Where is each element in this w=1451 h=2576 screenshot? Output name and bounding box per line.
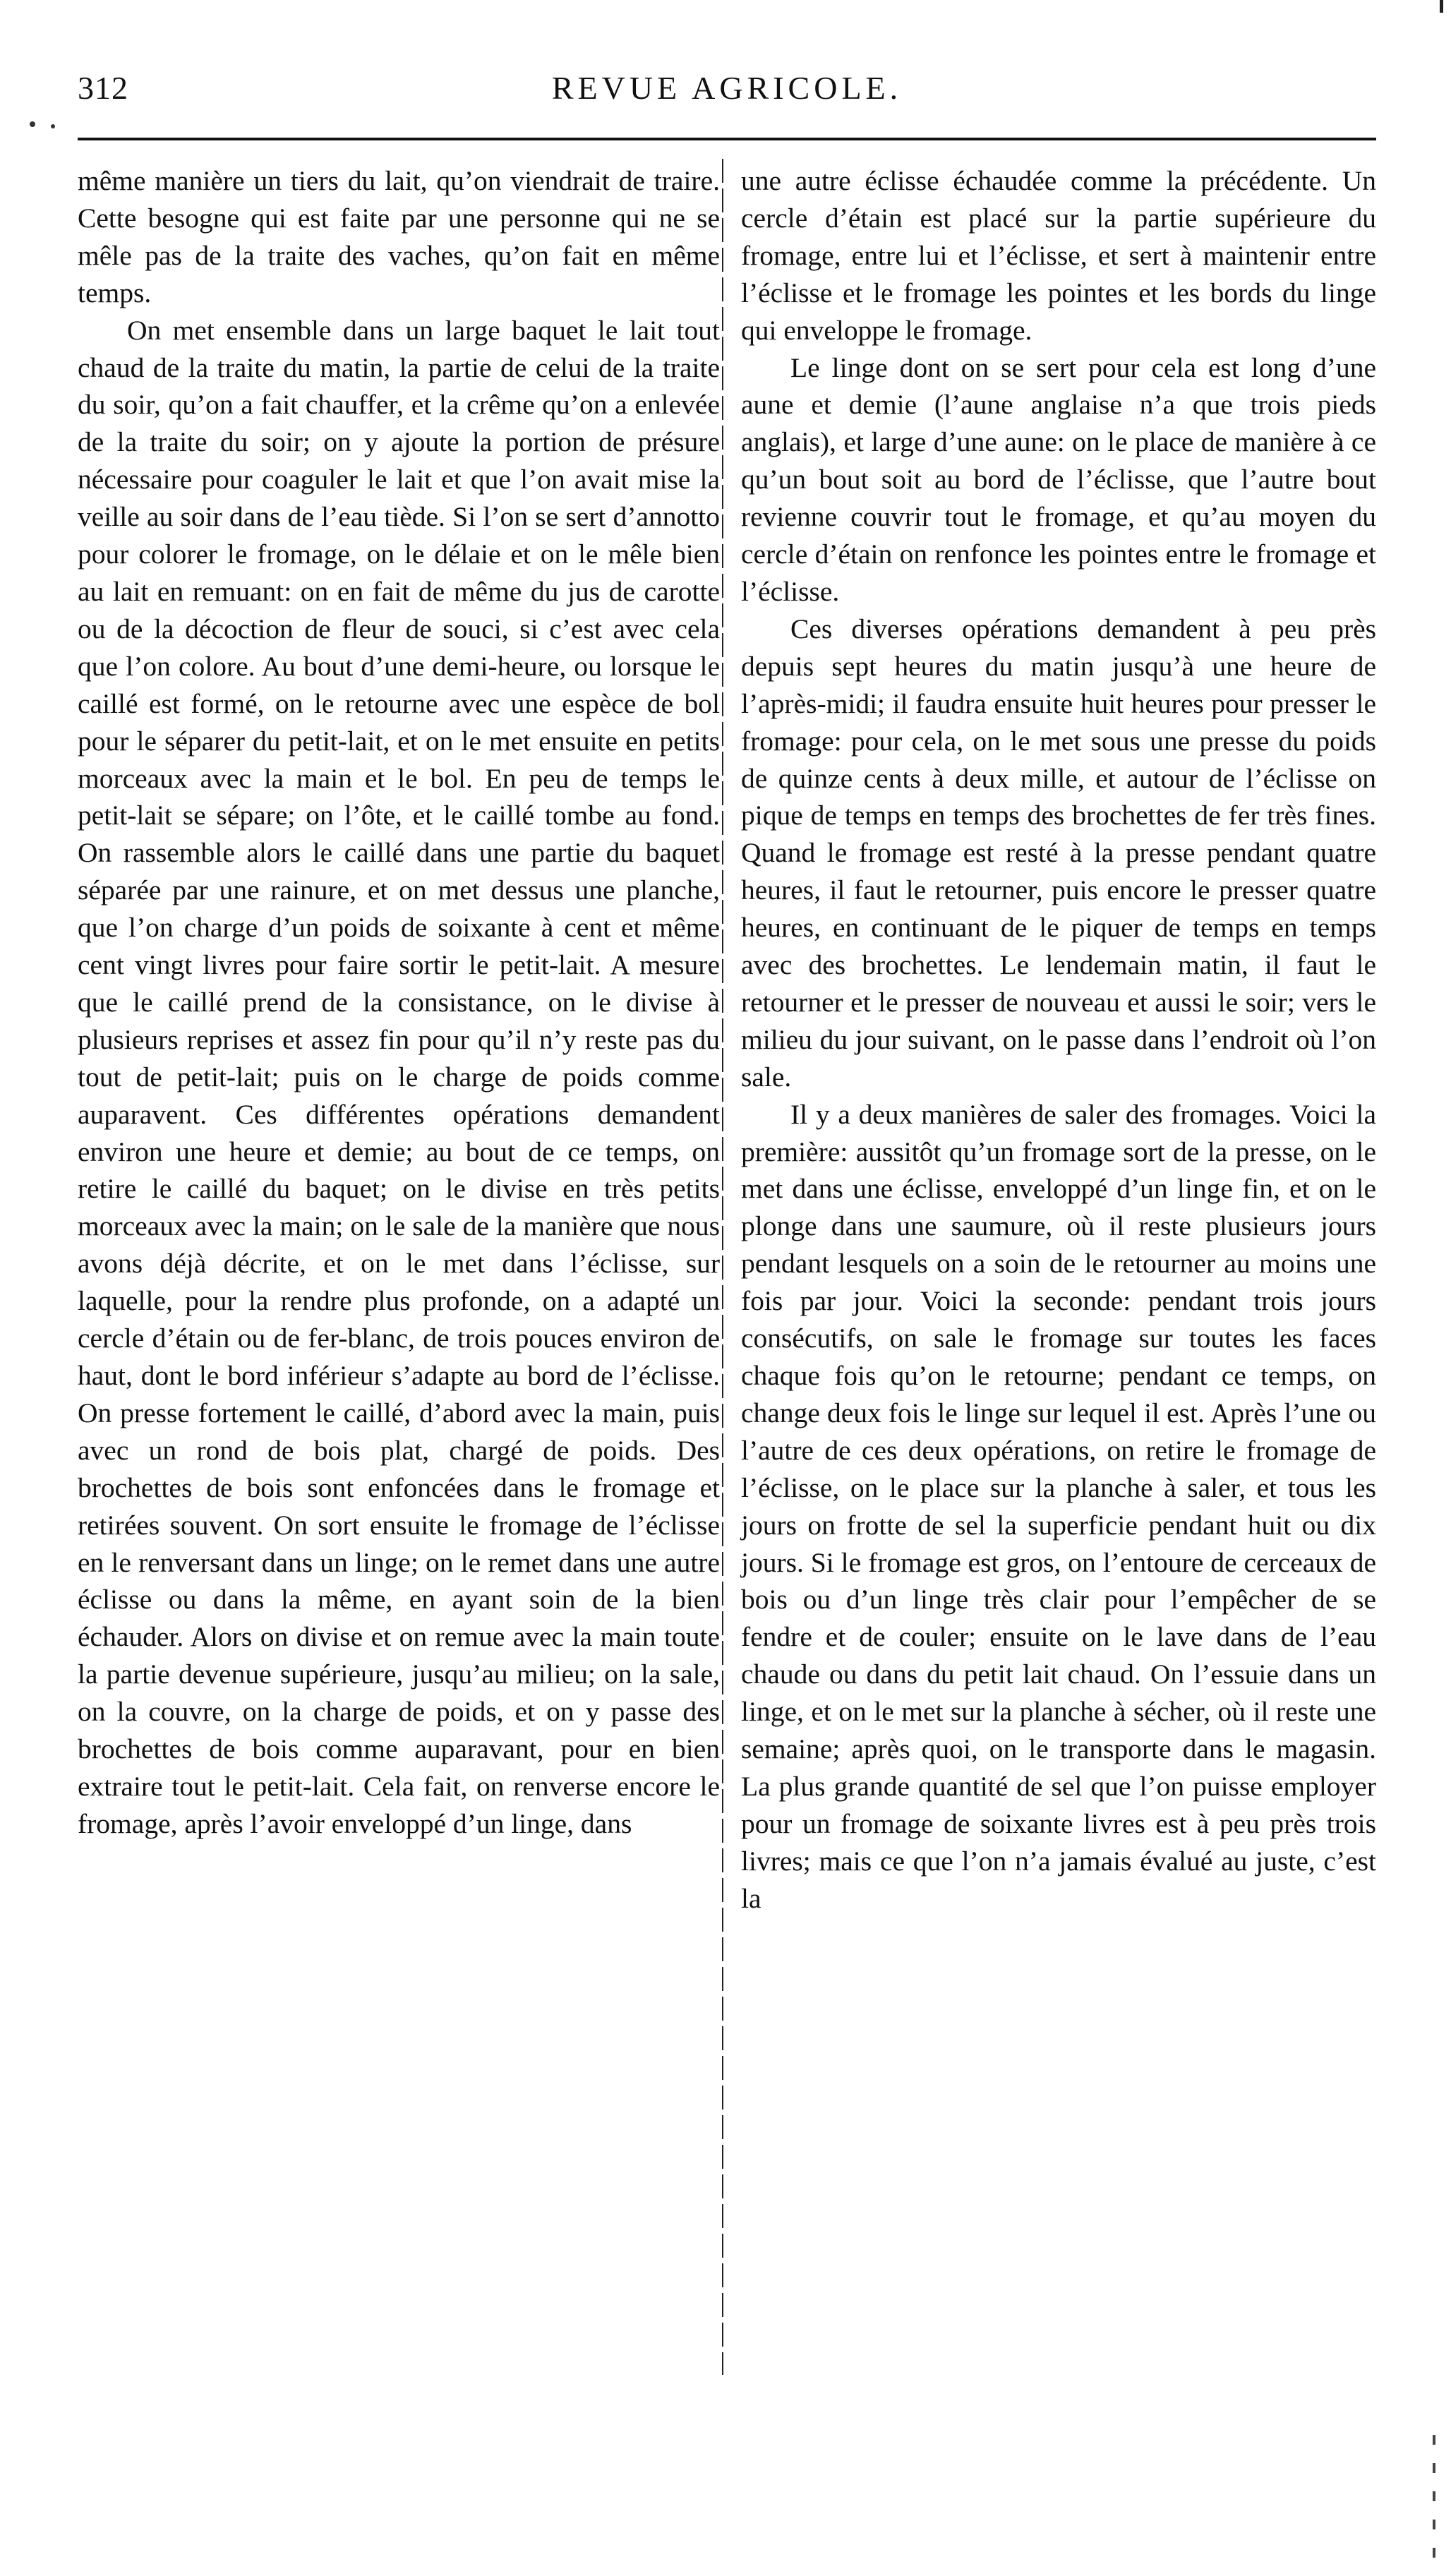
- paragraph: Il y a deux manières de saler des fromages. Voici la première: aussitôt qu’un fromage sort de la presse, on le met dans une éclisse, enveloppé d’un linge fin, et on le plonge dans une saumure, où il reste plusieurs jours pendant lesquels on a soin de le retourner au moins une fois par jour. Voici la seconde: pendant trois jours consécutifs, on sale le fromage sur toutes les faces chaque fois qu’on le retourne; pendant ce temps, on change deux fois le linge sur lequel il est. Après l’une ou l’autre de ces deux opérations, on retire le fromage de l’éclisse, on le place sur la planche à saler, et tous les jours on frotte de sel la superficie pendant huit ou dix jours. Si le fromage est gros, on l’entoure de cerceaux de bois ou d’un linge très clair pour l’empêcher de se fendre et de couler; ensuite on le lave dans de l’eau chaude ou dans du petit lait chaud. On l’essuie dans un linge, et on le met sur la planche à sécher, où il reste une semaine; après quoi, on le transporte dans le magasin. La plus grande quantité de sel que l’on puisse employer pour un fromage de soixante livres est à peu près trois livres; mais ce que l’on n’a jamais évalué au juste, c’est la: [741, 1098, 1376, 1914]
- column-divider: [722, 159, 723, 2375]
- paragraph: même manière un tiers du lait, qu’on viendrait de traire. Cette besogne qui est faite par une personne qui ne se mêle pas de la traite des vaches, qu’on fait en même temps.: [78, 165, 720, 308]
- edge-mark: [1433, 2491, 1435, 2501]
- header-rule: [78, 138, 1376, 140]
- page-number: 312: [78, 70, 128, 106]
- margin-speck: [51, 124, 55, 128]
- right-column: [741, 162, 1376, 1918]
- running-title: REVUE AGRICOLE.: [551, 70, 903, 106]
- paragraph: Ces diverses opérations demandent à peu près depuis sept heures du matin jusqu’à une heure de l’après-midi; il faudra ensuite huit heures pour presser le fromage: pour cela, on le met sous une presse du poids de quinze cents à deux mille, et autour de l’éclisse on pique de temps en temps des brochettes de fer très fines. Quand le fromage est resté à la presse pendant quatre heures, il faut le retourner, puis encore le presser quatre heures, en continuant de le piquer de temps en temps avec des brochettes. Le lendemain matin, il faut le retourner et le presser de nouveau et aussi le soir; vers le milieu du jour suivant, on le passe dans l’endroit où l’on sale.: [741, 613, 1376, 1093]
- left-column: [78, 162, 720, 1843]
- corner-mark: [1440, 0, 1443, 13]
- margin-speck: [30, 121, 35, 127]
- edge-mark: [1433, 2520, 1435, 2529]
- page-header: [78, 67, 1376, 116]
- edge-mark: [1433, 2463, 1435, 2473]
- paragraph: On met ensemble dans un large baquet le lait tout chaud de la traite du matin, la partie de celui de la traite du soir, qu’on a fait chauffer, et la crême qu’on a enlevée de la traite du soir; on y ajoute la portion de présure nécessaire pour coaguler le lait et que l’on avait mise la veille au soir dans de l’eau tiède. Si l’on se sert d’annotto pour colorer le fromage, on le délaie et on le mêle bien au lait en remuant: on en fait de même du jus de carotte ou de la décoction de fleur de souci, si c’est avec cela que l’on colore. Au bout d’une demi-heure, ou lorsque le caillé est formé, on le retourne avec une espèce de bol pour le séparer du petit-lait, et on le met ensuite en petits morceaux avec la main et le bol. En peu de temps le petit-lait se sépare; on l’ôte, et le caillé tombe au fond. On rassemble alors le caillé dans une partie du baquet séparée par une rainure, et on met dessus une planche, que l’on charge d’un poids de soixante à cent et même cent vingt livres pour faire sortir le petit-lait. A mesure que le caillé prend de la consistance, on le divise à plusieurs reprises et assez fin pour qu’il n’y reste pas du tout de petit-lait; puis on le charge de poids comme auparavent. Ces différentes opérations demandent environ une heure et demie; au bout de ce temps, on retire le caillé du baquet; on le divise en très petits morceaux avec la main; on le sale de la manière que nous avons déjà décrite, et on le met dans l’éclisse, sur laquelle, pour la rendre plus profonde, on a adapté un cercle d’étain ou de fer-blanc, de trois pouces environ de haut, dont le bord inférieur s’adapte au bord de l’éclisse. On presse fortement le caillé, d’abord avec la main, puis avec un rond de bois plat, chargé de poids. Des brochettes de bois sont enfoncées dans le fromage et retirées souvent. On sort ensuite le fromage de l’éclisse en le renversant dans un linge; on le remet dans une autre éclisse ou dans la même, en ayant soin de la bien échauder. Alors on divise et on remue avec la main toute la partie devenue supérieure, jusqu’au milieu; on la sale, on la couvre, on la charge de poids, et on y passe des brochettes de bois comme auparavant, pour en bien extraire tout le petit-lait. Cela fait, on renverse encore le fromage, après l’avoir enveloppé d’un linge, dans: [78, 314, 720, 1839]
- paragraph: une autre éclisse échaudée comme la précédente. Un cercle d’étain est placé sur la partie supérieure du fromage, entre lui et l’éclisse, et sert à maintenir entre l’éclisse et le fromage les pointes et les bords du linge qui enveloppe le fromage.: [741, 165, 1376, 346]
- paragraph: Le linge dont on se sert pour cela est long d’une aune et demie (l’aune anglaise n’a que trois pieds anglais), et large d’une aune: on le place de manière à ce qu’un bout soit au bord de l’éclisse, que l’autre bout revienne couvrir tout le fromage, et qu’au moyen du cercle d’étain on renfonce les pointes entre le fromage et l’éclisse.: [741, 351, 1376, 607]
- edge-mark: [1433, 2435, 1435, 2445]
- edge-mark: [1433, 2548, 1435, 2558]
